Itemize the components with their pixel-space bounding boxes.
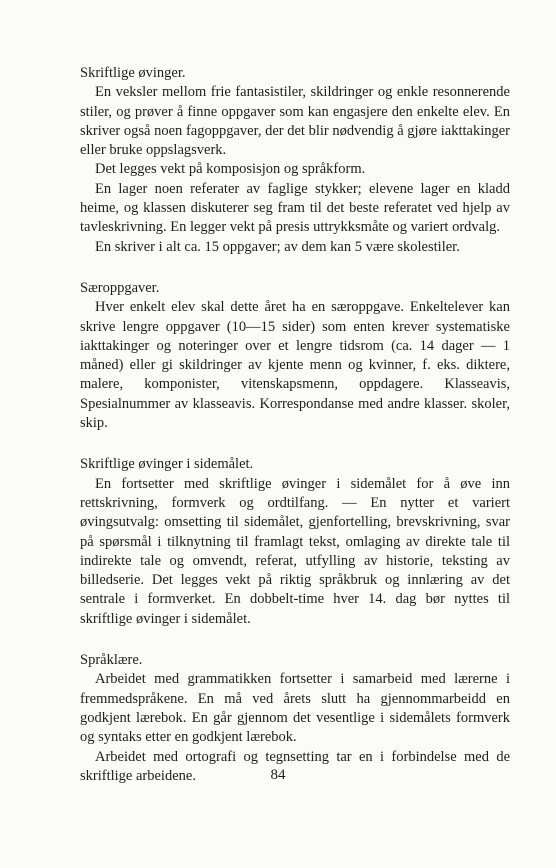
section-sidemalet	[80, 455, 510, 629]
paragraph: En fortsetter med skriftlige øvinger i sidemålet for å øve inn rettskrivning, formverk og ordtilfang. — En nytter et variert øvingsutvalg: omsetting til sidemålet, gjenfortelling, brevskrivning, svar på spørsmål i tilknytning til framlagt tekst, omlaging av direkte tale til indirekte tale og omvendt, referat, utfylling av historie, teksting av billedserie. Det legges vekt på riktig språkbruk og innlæring av det sentrale i formverket. En dobbelt-time hver 14. dag bør nyttes til skriftlige øvinger i sidemålet.	[80, 475, 510, 627]
section-heading: Særoppgaver.	[80, 279, 160, 296]
page-body	[80, 64, 510, 808]
section-heading: Skriftlige øvinger.	[80, 65, 186, 81]
paragraph: Arbeidet med ortografi og tegnsetting tar en i forbindelse med de skriftlige arbeidene.	[80, 748, 510, 784]
section-heading: Skriftlige øvinger i sidemålet.	[80, 456, 254, 473]
section-spraklaere	[80, 651, 510, 786]
paragraph: Det legges vekt på komposisjon og språkform.	[95, 161, 366, 178]
paragraph: En lager noen referater av faglige stykker; elevene lager en kladd heime, og klassen diskuterer seg fram til det beste referatet ved hjelp av tavleskrivning. En legger vekt på presis uttrykksmåte og variert ordvalg.	[80, 180, 510, 236]
paragraph: En veksler mellom frie fantasistiler, skildringer og enkle resonnerende stiler, og prøver å finne oppgaver som kan engasjere den enkelte elev. En skriver også noen fagoppgaver, der det blir nødvendig å gjøre iakttakinger eller bruke oppslagsverk.	[80, 84, 510, 159]
section-saeroppgaver	[80, 279, 510, 433]
paragraph: En skriver i alt ca. 15 oppgaver; av dem kan 5 være skolestiler.	[95, 238, 460, 255]
paragraph: Hver enkelt elev skal dette året ha en særoppgave. Enkeltelever kan skrive lengre oppgaver (10—15 sider) som enten krever systematiske iakttakinger og noteringer over et lengre tidsrom (ca. 14 dager — 1 måned) eller gi skildringer av kjente menn og kvinner, f. eks. diktere, malere, komponister, vitenskapsmenn, oppdagere. Klasseavis, Spesialnummer av klasseavis. Korrespondanse med andre klasser. skoler, skip.	[80, 299, 510, 432]
section-skriftlige-ovinger	[80, 64, 510, 257]
section-heading: Språklære.	[80, 652, 143, 669]
page-number: 84	[270, 767, 286, 783]
paragraph: Arbeidet med grammatikken fortsetter i samarbeid med lærerne i fremmedspråkene. En må ved årets slutt ha gjennommarbeidd en godkjent lærebok. En går gjennom det vesentlige i sidemålets formverk og syntaks etter en godkjent lærebok.	[80, 671, 510, 746]
